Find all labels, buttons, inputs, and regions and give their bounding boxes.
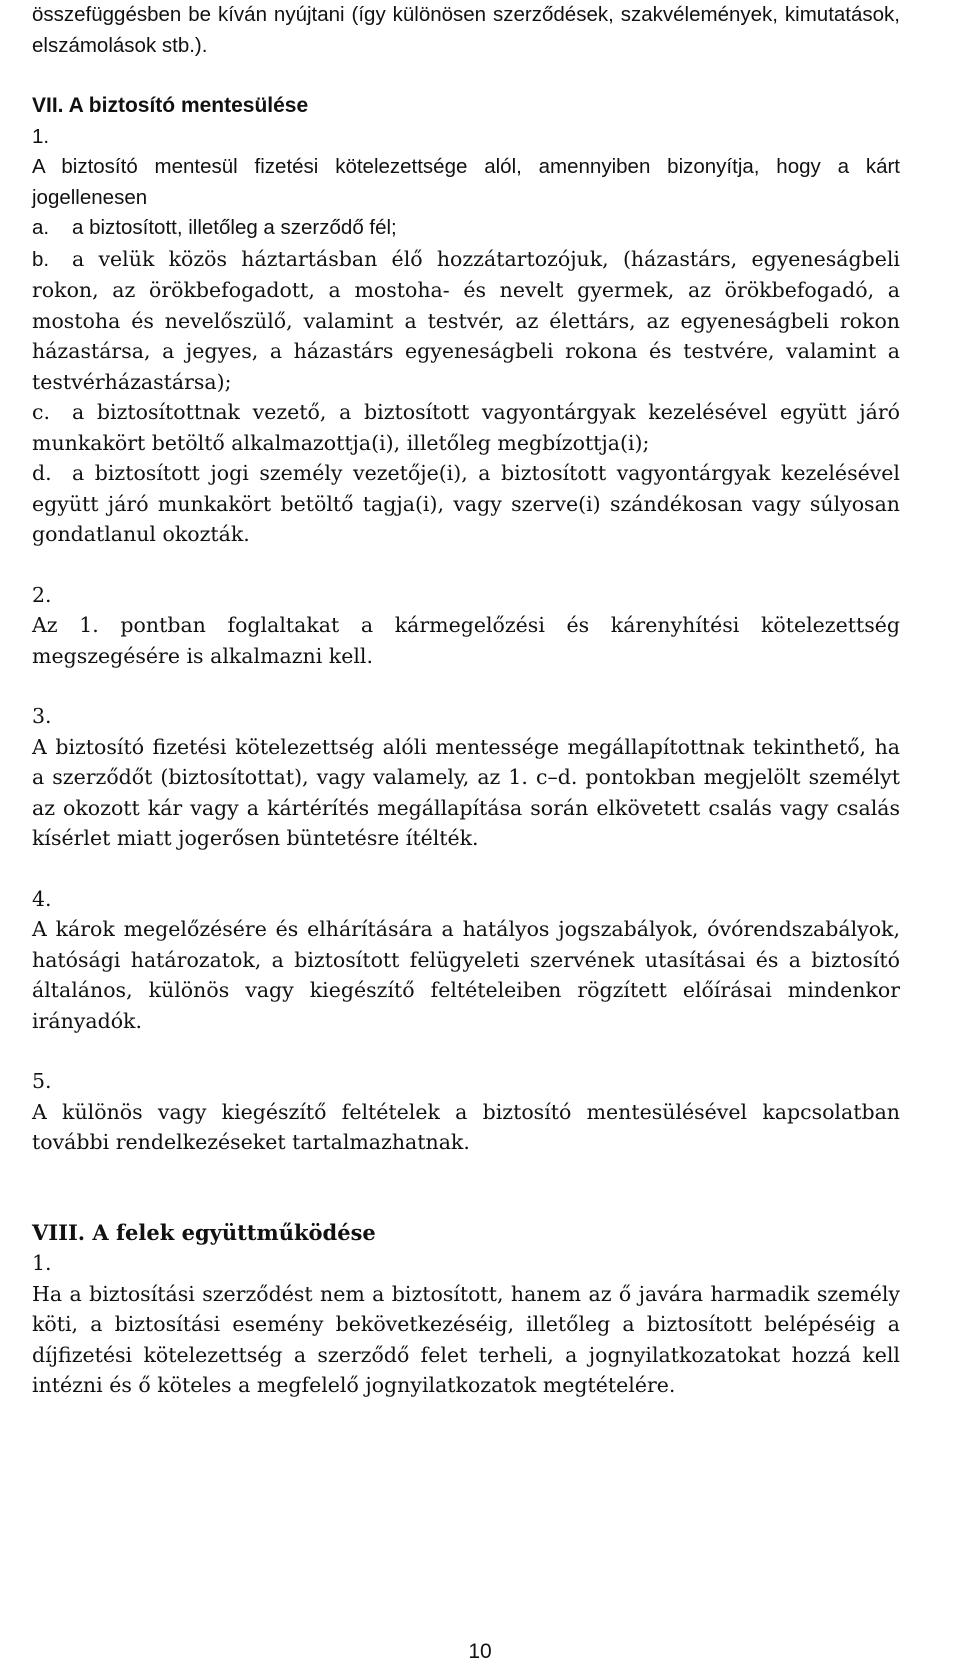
spacer bbox=[32, 854, 900, 884]
section-7-point-1-text: A biztosító mentesül fizetési kötelezettsége alól, amennyiben bizonyítja, hogy a kárt jogellenesen bbox=[32, 155, 900, 209]
document-page bbox=[32, 0, 900, 1401]
section-7-point-3-number: 3. bbox=[32, 704, 52, 728]
section-8-heading: VIII. A felek együttműködése bbox=[32, 1219, 376, 1245]
list-marker-b: b. bbox=[32, 247, 50, 271]
list-item-b-text: a velük közös háztartásban élő hozzátartozójuk, (házastárs, egyeneságbeli rokon, az örökbefogadott, a mostoha- és nevelt gyermek, az örökbefogadó, a mostoha és nevelőszülő, valamint a testvér, az élettárs, az egyeneságbeli rokon házastársa, a jegyes, a házastárs egyeneságbeli rokona és testvére, valamint a testvérházastársa); bbox=[32, 246, 900, 394]
list-item-d-text: a biztosított jogi személy vezetője(i), a biztosított vagyontárgyak kezelésével együtt járó munkakört betöltő tagja(i), vagy szerve(i) szándékosan vagy súlyosan gondatlanul okozták. bbox=[32, 461, 900, 546]
section-7-point-4-text: A károk megelőzésére és elhárítására a hatályos jogszabályok, óvórendszabályok, hatósági határozatok, a biztosított felügyeleti szervének utasításai és a biztosító általános, különös vagy kiegészítő feltételeiben rögzített előírásai mindenkor irányadók. bbox=[32, 917, 900, 1033]
spacer bbox=[32, 61, 900, 91]
list-marker-d: d. bbox=[32, 461, 52, 485]
section-7-point-5-number: 5. bbox=[32, 1069, 52, 1093]
spacer bbox=[32, 671, 900, 701]
list-item-c-text: a biztosítottnak vezető, a biztosított vagyontárgyak kezelésével együtt járó munkakört betöltő alkalmazottja(i), illetőleg megbízottja(i); bbox=[32, 400, 900, 455]
section-7-point-2-text: Az 1. pontban foglaltakat a kármegelőzési és kárenyhítési kötelezettség megszegésére is alkalmazni kell. bbox=[32, 613, 900, 668]
list-marker-c: c. bbox=[32, 400, 50, 424]
list-marker-a: a. bbox=[32, 216, 50, 239]
list-item-a bbox=[32, 213, 900, 244]
section-7-point-3-text: A biztosító fizetési kötelezettség alóli mentessége megállapítottnak tekinthető, ha a szerződőt (biztosítottat), vagy valamely, az 1. c–d. pontokban megjelölt személyt az okozott kár vagy a kártérítés megállapítása során elkövetett csalás vagy csalás kísérlet miatt jogerősen büntetésre ítélték. bbox=[32, 734, 900, 850]
page-number: 10 bbox=[468, 1640, 492, 1663]
spacer bbox=[32, 550, 900, 580]
section-7-point-5-text: A különös vagy kiegészítő feltételek a biztosító mentesülésével kapcsolatban további rendelkezéseket tartalmazhatnak. bbox=[32, 1099, 900, 1154]
list-item-d bbox=[32, 458, 900, 550]
section-8-point-1-text: Ha a biztosítási szerződést nem a biztosított, hanem az ő javára harmadik személy köti, a biztosítási esemény bekövetkezéséig, illetőleg a biztosított belépéséig a díjfizetési kötelezettség a szerződő felet terheli, a jognyilatkozatokat hozzá kell intézni és ő köteles a megfelelő jognyilatkozatok megtételére. bbox=[32, 1281, 900, 1397]
list-item-c bbox=[32, 397, 900, 458]
spacer bbox=[32, 1036, 900, 1066]
section-7-point-4-number: 4. bbox=[32, 886, 52, 911]
section-7-heading: VII. A biztosító mentesülése bbox=[32, 94, 309, 117]
list-item-b bbox=[32, 244, 900, 398]
list-item-a-text: a biztosított, illetőleg a szerződő fél; bbox=[72, 216, 397, 239]
spacer bbox=[32, 1158, 900, 1218]
section-8-point-1-number: 1. bbox=[32, 1251, 52, 1275]
section-7-point-2-number: 2. bbox=[32, 582, 52, 607]
section-7-point-1-number: 1. bbox=[32, 124, 50, 148]
intro-paragraph: összefüggésben be kíván nyújtani (így különösen szerződések, szakvélemények, kimutatások, elszámolások stb.). bbox=[32, 3, 900, 57]
